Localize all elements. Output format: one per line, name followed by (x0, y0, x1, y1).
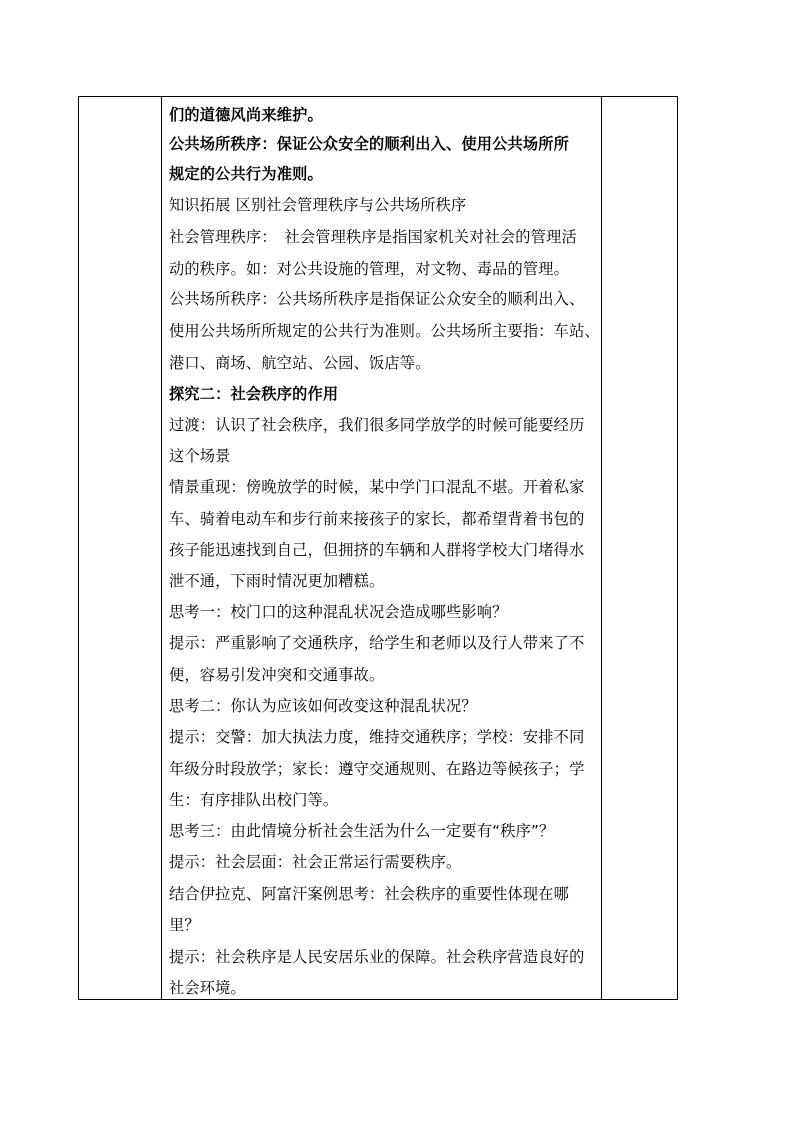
text-line: 公共场所秩序：公共场所秩序是指保证公众安全的顺利出入、 (169, 290, 585, 308)
text-line: 提示：社会层面：社会正常运行需要秩序。 (169, 853, 462, 871)
text-line: 社会环境。 (169, 979, 246, 997)
text-line: 里？ (169, 916, 200, 934)
text-line: 社会管理秩序： 社会管理秩序是指国家机关对社会的管理活 (169, 228, 577, 246)
lesson-table (78, 96, 678, 1000)
text-line: 思考一：校门口的这种混乱状况会造成哪些影响？ (169, 603, 508, 621)
text-line: 车、骑着电动车和步行前来接孩子的家长，都希望背着书包的 (169, 510, 585, 528)
text-line: 港口、商场、航空站、公园、饭店等。 (169, 354, 431, 372)
text-line: 思考二：你认为应该如何改变这种混乱状况？ (169, 697, 477, 715)
text-line: 泄不通，下雨时情况更加糟糕。 (169, 572, 385, 590)
text-line: 这个场景 (169, 447, 231, 465)
text-line: 过渡：认识了社会秩序，我们很多同学放学的时候可能要经历 (169, 416, 585, 434)
text-line: 生：有序排队出校门等。 (169, 791, 339, 809)
text-line: 使用公共场所所规定的公共行为准则。公共场所主要指：车站、 (169, 322, 600, 340)
text-line: 知识拓展 区别社会管理秩序与公共场所秩序 (169, 196, 467, 214)
text-line: 孩子能迅速找到自己，但拥挤的车辆和人群将学校大门堵得水 (169, 541, 585, 559)
text-line: 结合伊拉克、阿富汗案例思考：社会秩序的重要性体现在哪 (169, 885, 570, 903)
text-line: 公共场所秩序：保证公众安全的顺利出入、使用公共场所所 (169, 135, 570, 153)
text-line: 提示：交警：加大执法力度，维持交通秩序；学校：安排不同 (169, 728, 585, 746)
left-column-divider (161, 97, 162, 999)
text-line: 规定的公共行为准则。 (169, 165, 323, 183)
text-line: 探究二：社会秩序的作用 (169, 385, 339, 403)
right-column-divider (601, 97, 602, 999)
text-line: 提示：社会秩序是人民安居乐业的保障。社会秩序营造良好的 (169, 948, 585, 966)
text-line: 思考三：由此情境分析社会生活为什么一定要有“秩序”？ (169, 822, 555, 840)
text-line: 年级分时段放学；家长：遵守交通规则、在路边等候孩子；学 (169, 760, 585, 778)
text-line: 动的秩序。如：对公共设施的管理，对文物、毒品的管理。 (169, 260, 570, 278)
text-line: 情景重现：傍晚放学的时候，某中学门口混乱不堪。开着私家 (169, 478, 585, 496)
text-line: 提示：严重影响了交通秩序，给学生和老师以及行人带来了不 (169, 634, 585, 652)
text-line: 便，容易引发冲突和交通事故。 (169, 666, 385, 684)
text-line: 们的道德风尚来维护。 (169, 106, 323, 124)
